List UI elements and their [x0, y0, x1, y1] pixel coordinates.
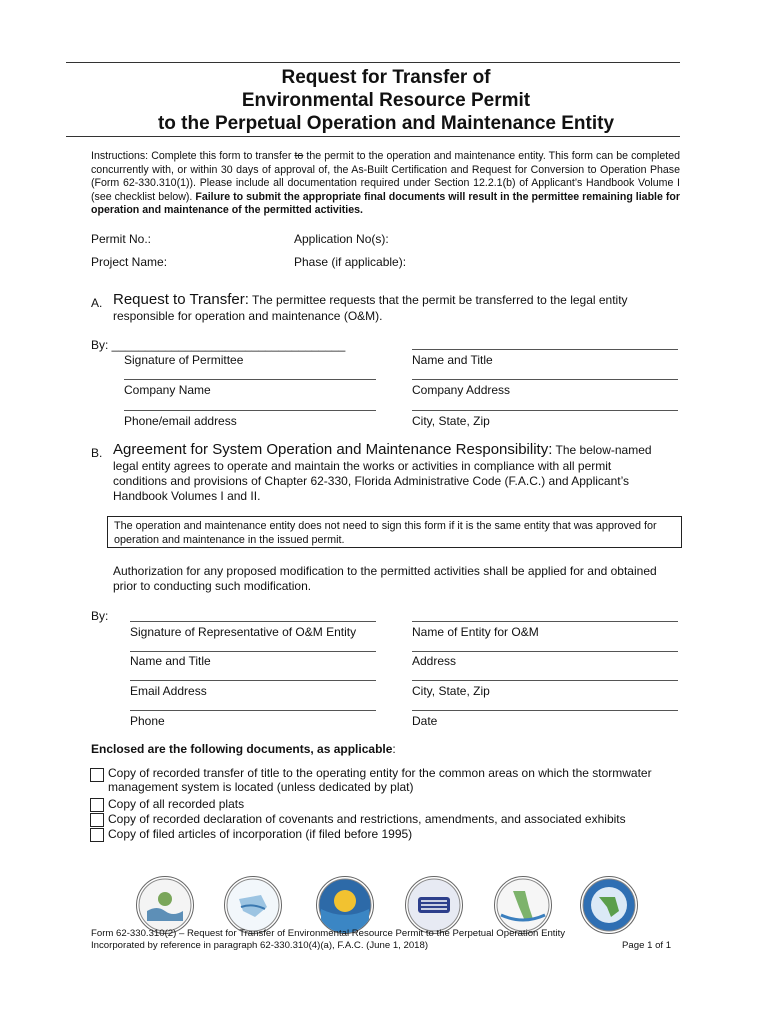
name-title-label: Name and Title	[412, 353, 493, 367]
suwannee-river-wmd-seal-icon	[224, 876, 282, 934]
phase-field[interactable]: Phase (if applicable):	[294, 255, 407, 269]
entity-name-label: Name of Entity for O&M	[412, 625, 539, 639]
b-date-label: Date	[412, 714, 438, 728]
b-email-label: Email Address	[130, 684, 207, 698]
representative-signature-label: Signature of Representative of O&M Entity	[130, 625, 357, 639]
section-a-paragraph: Request to Transfer: The permittee requests that the permit be transferred to the legal entity responsible for operation and maintenance (O&M).	[113, 291, 628, 323]
checklist-item-title-transfer: Copy of recorded transfer of title to the operating entity for the common areas on which the stormwater management system is located (unless dedicated by plat)	[108, 766, 652, 794]
representative-signature-line[interactable]	[130, 621, 376, 622]
top-rule	[66, 62, 680, 63]
b-city-state-zip-label: City, State, Zip	[412, 684, 490, 698]
south-florida-wmd-seal-icon	[494, 876, 552, 934]
company-name-label: Company Name	[124, 383, 211, 397]
b-email-line[interactable]	[130, 680, 376, 681]
instructions-warning: Failure to submit the appropriate final documents will result in the permittee remaining liable for operation and maintenance of the permitted activities.	[91, 190, 680, 216]
b-name-title-line[interactable]	[130, 651, 376, 652]
edit-mark: ,	[327, 163, 331, 176]
enclosed-heading: Enclosed are the following documents, as applicable:	[91, 742, 396, 756]
name-title-line[interactable]	[412, 349, 678, 350]
b-phone-label: Phone	[130, 714, 165, 728]
title-line-3: to the Perpetual Operation and Maintenance Entity	[157, 113, 615, 134]
instructions: Instructions: Complete this form to transfer to the permit to the operation and maintenance entity. This form can be completed concurrently with, or within 30 days of approval of, the As-Built Certification and Request for Conversion to Operation Phase (Form 62-330.310(1)). Please include all documentation required under Section 12.2.1(b) of Applicant’s Handbook Volume I (see checklist below). Failure to submit the appropriate final documents will result in the permittee remaining liable for operation and maintenance of the permitted activities.	[91, 150, 680, 216]
company-address-line[interactable]	[412, 379, 678, 380]
section-a-letter: A.	[91, 296, 103, 310]
checkbox-articles[interactable]	[90, 828, 104, 842]
form-title	[66, 66, 706, 135]
b-address-label: Address	[412, 654, 457, 668]
fdep-seal-icon	[580, 876, 638, 934]
city-state-zip-label: City, State, Zip	[412, 414, 490, 428]
page-number: Page 1 of 1	[622, 940, 672, 951]
project-name-field[interactable]: Project Name:	[91, 255, 168, 269]
southwest-florida-wmd-seal-icon	[405, 876, 463, 934]
northwest-florida-wmd-seal-icon	[136, 876, 194, 934]
checkbox-recorded-plats[interactable]	[90, 798, 104, 812]
company-address-label: Company Address	[412, 383, 511, 397]
section-b-by-label: By:	[91, 609, 109, 623]
checkbox-title-transfer[interactable]	[90, 768, 104, 782]
b-phone-line[interactable]	[130, 710, 376, 711]
entity-name-line[interactable]	[412, 621, 678, 622]
signature-of-permittee-label: Signature of Permittee	[124, 353, 244, 367]
footer-form-line: Form 62-330.310(2) – Request for Transfer of Environmental Resource Permit to the Perpetual Operation Entity	[91, 928, 566, 939]
section-b-letter: B.	[91, 446, 103, 460]
permit-no-field[interactable]: Permit No.:	[91, 232, 152, 246]
section-b-text: legal entity agrees to operate and maintain the works or activities in compliance with all permit conditions and provisions of Chapter 62-330, Florida Administrative Code (F.A.C.) and Applicant’s Handbook Volumes I and II.	[113, 459, 630, 503]
checklist-item-covenants: Copy of recorded declaration of covenants and restrictions, amendments, and associated exhibits	[108, 812, 626, 826]
b-name-title-label: Name and Title	[130, 654, 211, 668]
footer-incorporated-line: Incorporated by reference in paragraph 62-330.310(4)(a), F.A.C. (June 1, 2018)	[91, 940, 429, 951]
title-line-1: Request for Transfer of	[281, 67, 491, 88]
checkbox-covenants[interactable]	[90, 813, 104, 827]
phone-email-label: Phone/email address	[124, 414, 237, 428]
authorization-text: Authorization for any proposed modification to the permitted activities shall be applied for and obtained prior to conducting such modification.	[113, 564, 657, 593]
section-a-by-line[interactable]: By: ___________________________________	[91, 338, 346, 352]
checklist-item-articles: Copy of filed articles of incorporation (if filed before 1995)	[108, 827, 413, 841]
title-line-2: Environmental Resource Permit	[241, 90, 531, 111]
company-name-line[interactable]	[124, 379, 376, 380]
section-b-heading-line: Agreement for System Operation and Maintenance Responsibility: The below-named	[113, 441, 652, 458]
checklist-item-recorded-plats: Copy of all recorded plats	[108, 797, 245, 811]
note-box: The operation and maintenance entity does not need to sign this form if it is the same entity that was approved for operation and maintenance in the issued permit.	[107, 516, 682, 548]
city-state-zip-line[interactable]	[412, 410, 678, 411]
b-city-state-zip-line[interactable]	[412, 680, 678, 681]
application-nos-field[interactable]: Application No(s):	[294, 232, 389, 246]
phone-email-line[interactable]	[124, 410, 376, 411]
title-bottom-rule	[66, 136, 680, 137]
b-date-line[interactable]	[412, 710, 678, 711]
section-b-heading: Agreement for System Operation and Maintenance Responsibility:	[113, 441, 553, 458]
section-a-heading: Request to Transfer:	[113, 291, 249, 308]
struck-word: to	[294, 150, 304, 162]
st-johns-river-wmd-seal-icon	[316, 876, 374, 934]
b-address-line[interactable]	[412, 651, 678, 652]
